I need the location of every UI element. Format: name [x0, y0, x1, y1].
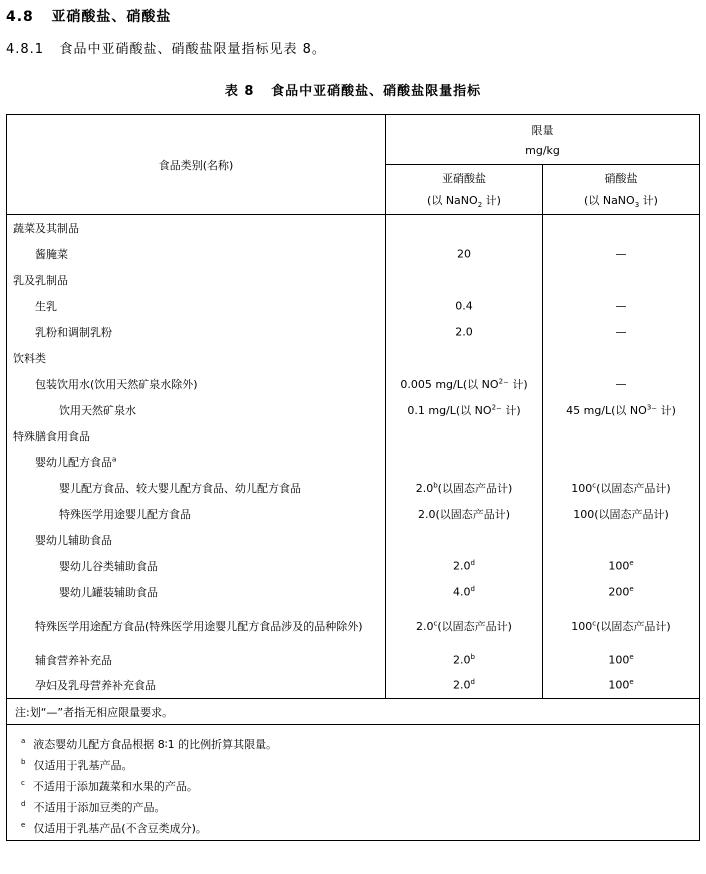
table-row: [7, 293, 700, 319]
row-category: 婴幼儿配方食品$^a$: [7, 449, 386, 475]
row-category: 婴幼儿辅助食品: [7, 527, 386, 553]
row-nitrite-limit: [386, 345, 543, 371]
table-row: [7, 267, 700, 293]
row-category: 特殊医学用途婴儿配方食品: [7, 501, 386, 527]
table-caption-text: 食品中亚硝酸盐、硝酸盐限量指标: [271, 84, 482, 99]
row-nitrate-limit: [543, 267, 700, 293]
table-row: [7, 553, 700, 579]
row-nitrite-limit: 0.1 mg/L(以 $NO^2^-$ 计): [386, 397, 543, 423]
row-category: 特殊膳食用食品: [7, 423, 386, 449]
row-nitrate-limit: [543, 345, 700, 371]
footnote-item: [21, 815, 691, 836]
table-row: [7, 215, 700, 241]
row-nitrite-limit: 20: [386, 241, 543, 267]
row-nitrate-limit: [543, 449, 700, 475]
footnote-text: 液态婴幼儿配方食品根据 8∶1 的比例折算其限量。: [33, 737, 278, 751]
table-row: [7, 673, 700, 699]
row-category: 婴幼儿谷类辅助食品: [7, 553, 386, 579]
table-row: [7, 605, 700, 647]
row-nitrate-limit: —: [543, 293, 700, 319]
section-number: 4.8: [6, 9, 34, 25]
table-row: [7, 579, 700, 605]
row-nitrate-limit: 100$^c$(以固态产品计): [543, 475, 700, 501]
section-heading: [6, 6, 171, 26]
row-nitrate-limit: 100$^c$(以固态产品计): [543, 605, 700, 647]
subsection-body: 食品中亚硝酸盐、硝酸盐限量指标见表 8。: [59, 42, 326, 57]
row-category: 酱腌菜: [7, 241, 386, 267]
header-limit: [386, 115, 700, 165]
row-nitrite-limit: [386, 423, 543, 449]
row-nitrite-limit: 2.0$^d$: [386, 673, 543, 699]
table-row: [7, 319, 700, 345]
table-row: [7, 397, 700, 423]
row-category: 辅食营养补充品: [7, 647, 386, 673]
row-nitrite-limit: [386, 527, 543, 553]
footnote-mark: b: [21, 758, 26, 766]
table-row: [7, 475, 700, 501]
row-nitrate-limit: —: [543, 319, 700, 345]
table-caption-prefix: 表 8: [224, 84, 255, 99]
row-nitrite-limit: 2.0$^d$: [386, 553, 543, 579]
header-unit: mg/kg: [525, 144, 560, 157]
section-title: 亚硝酸盐、硝酸盐: [51, 9, 172, 25]
table-caption: [0, 80, 706, 99]
row-nitrite-limit: 2.0(以固态产品计): [386, 501, 543, 527]
limits-table: [6, 114, 700, 841]
footnote-mark: c: [21, 779, 25, 787]
row-category: 婴儿配方食品、较大婴儿配方食品、幼儿配方食品: [7, 475, 386, 501]
row-nitrite-limit: [386, 215, 543, 241]
header-nitrate: [543, 165, 700, 215]
header-nitrite-basis: (以 NaNO$_2$ 计): [427, 193, 501, 210]
footnotes: [7, 725, 700, 841]
row-category: 婴幼儿罐装辅助食品: [7, 579, 386, 605]
header-nitrate-basis: (以 NaNO$_3$ 计): [584, 193, 658, 210]
footnote-item: [21, 794, 691, 815]
subsection-number: 4.8.1: [6, 42, 45, 57]
row-nitrate-limit: [543, 527, 700, 553]
row-category: 乳粉和调制乳粉: [7, 319, 386, 345]
header-category: 食品类别(名称): [7, 115, 386, 215]
footnote-item: [21, 731, 691, 752]
header-limit-label: 限量: [531, 124, 554, 137]
table-row: [7, 527, 700, 553]
table-row: [7, 345, 700, 371]
row-category: 乳及乳制品: [7, 267, 386, 293]
row-nitrate-limit: —: [543, 241, 700, 267]
footnote-text: 仅适用于乳基产品。: [33, 758, 133, 772]
footnote-text: 仅适用于乳基产品(不含豆类成分)。: [33, 821, 207, 835]
header-nitrite: [386, 165, 543, 215]
footnote-item: [21, 773, 691, 794]
row-category: 蔬菜及其制品: [7, 215, 386, 241]
row-nitrite-limit: [386, 449, 543, 475]
row-category: 特殊医学用途配方食品(特殊医学用途婴儿配方食品涉及的品种除外): [7, 605, 386, 647]
row-nitrite-limit: 4.0$^d$: [386, 579, 543, 605]
row-nitrite-limit: 0.005 mg/L(以 $NO^2^-$ 计): [386, 371, 543, 397]
row-nitrate-limit: [543, 423, 700, 449]
footnote-mark: e: [21, 821, 26, 829]
table-row: [7, 501, 700, 527]
table-row: [7, 647, 700, 673]
row-nitrate-limit: 100e: [543, 553, 700, 579]
row-category: 生乳: [7, 293, 386, 319]
row-category: 饮料类: [7, 345, 386, 371]
header-nitrite-name: 亚硝酸盐: [442, 171, 486, 185]
row-nitrate-limit: 100(以固态产品计): [543, 501, 700, 527]
table-row: [7, 449, 700, 475]
row-nitrate-limit: —: [543, 371, 700, 397]
row-nitrite-limit: [386, 267, 543, 293]
footnote-text: 不适用于添加蔬菜和水果的产品。: [32, 779, 198, 793]
row-nitrite-limit: 2.0$^b$: [386, 647, 543, 673]
row-nitrite-limit: 2.0: [386, 319, 543, 345]
footnote-item: [21, 752, 691, 773]
row-category: 包装饮用水(饮用天然矿泉水除外): [7, 371, 386, 397]
row-category: 孕妇及乳母营养补充食品: [7, 673, 386, 699]
row-category: 饮用天然矿泉水: [7, 397, 386, 423]
row-nitrate-limit: 100e: [543, 647, 700, 673]
subsection-text: [6, 38, 326, 57]
row-nitrate-limit: 100e: [543, 673, 700, 699]
row-nitrate-limit: 200e: [543, 579, 700, 605]
header-nitrate-name: 硝酸盐: [604, 171, 638, 185]
row-nitrate-limit: [543, 215, 700, 241]
table-row: [7, 241, 700, 267]
row-nitrite-limit: 2.0$^c$(以固态产品计): [386, 605, 543, 647]
table-note: 注:划“—”者指无相应限量要求。: [7, 699, 700, 725]
footnote-mark: d: [21, 800, 26, 808]
footnote-text: 不适用于添加豆类的产品。: [33, 800, 166, 814]
row-nitrate-limit: 45 mg/L(以 $NO^3^-$ 计): [543, 397, 700, 423]
table-row: [7, 371, 700, 397]
table-row: [7, 423, 700, 449]
row-nitrite-limit: 2.0$^b$(以固态产品计): [386, 475, 543, 501]
footnote-mark: a: [21, 737, 26, 745]
row-nitrite-limit: 0.4: [386, 293, 543, 319]
